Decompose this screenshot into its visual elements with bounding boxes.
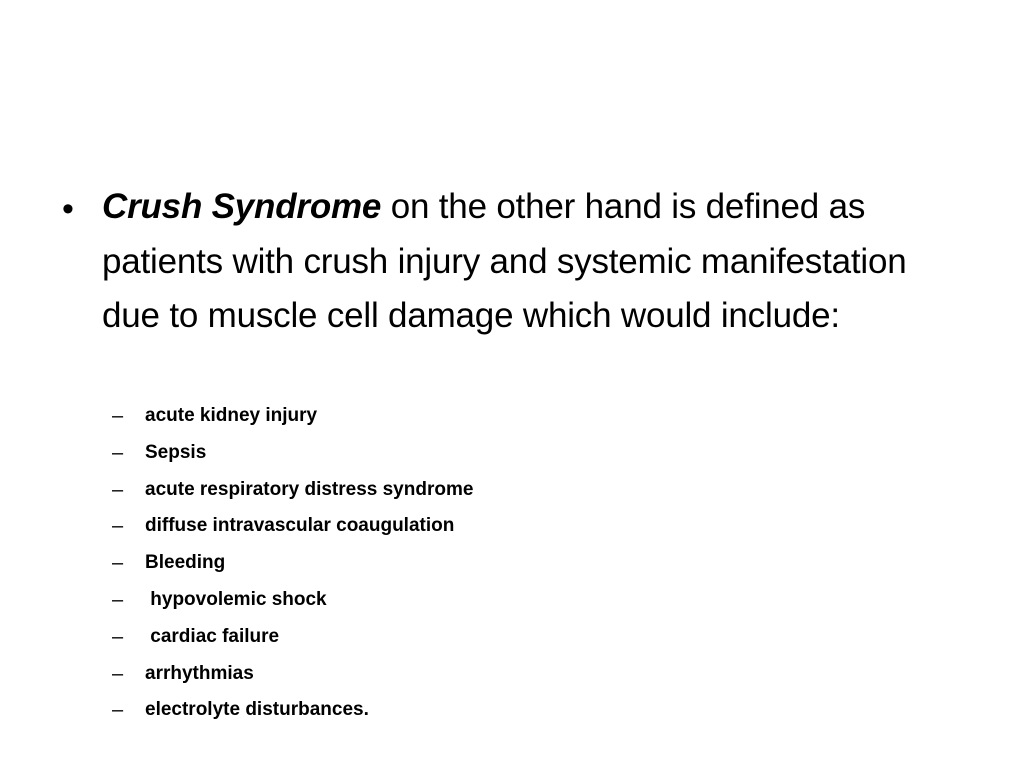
- main-bullet-text: [102, 180, 962, 344]
- sub-bullet-text: diffuse intravascular coaugulation: [145, 515, 455, 537]
- sub-bullet-item: [112, 619, 473, 656]
- dash-icon: –: [112, 625, 124, 648]
- dash-icon: –: [112, 441, 124, 464]
- emphasized-term: Crush Syndrome: [102, 187, 382, 226]
- sub-bullet-text: acute kidney injury: [145, 405, 318, 426]
- sub-bullet-item: [112, 582, 473, 619]
- dash-icon: –: [112, 588, 124, 611]
- sub-bullet-item: [112, 545, 473, 582]
- sub-bullet-item: [112, 508, 473, 545]
- sub-bullet-item: [112, 472, 473, 509]
- sub-bullet-text: arrhythmias: [145, 662, 254, 684]
- sub-bullet-item: [112, 692, 473, 729]
- sub-bullet-text: Sepsis: [145, 441, 207, 463]
- dash-icon: –: [112, 699, 124, 722]
- dash-icon: –: [112, 552, 124, 575]
- dash-icon: –: [112, 478, 124, 501]
- dash-icon: –: [112, 405, 124, 427]
- sub-bullet-list: [112, 398, 473, 729]
- sub-bullet-text: cardiac failure: [145, 625, 280, 647]
- sub-bullet-text: Bleeding: [145, 552, 226, 574]
- main-bullet-point: [62, 180, 962, 344]
- bullet-icon: •: [62, 190, 74, 228]
- dash-icon: –: [112, 662, 124, 685]
- sub-bullet-item: [112, 656, 473, 693]
- sub-bullet-text: electrolyte disturbances.: [145, 699, 369, 721]
- main-bullet-body: on the other hand is defined as patients with crush injury and systemic manifestation due to muscle cell damage which would include:: [102, 187, 907, 335]
- sub-bullet-text: acute respiratory distress syndrome: [145, 478, 474, 500]
- sub-bullet-item: [112, 435, 473, 472]
- sub-bullet-text: hypovolemic shock: [145, 588, 327, 610]
- sub-bullet-item: [112, 398, 473, 435]
- dash-icon: –: [112, 515, 124, 538]
